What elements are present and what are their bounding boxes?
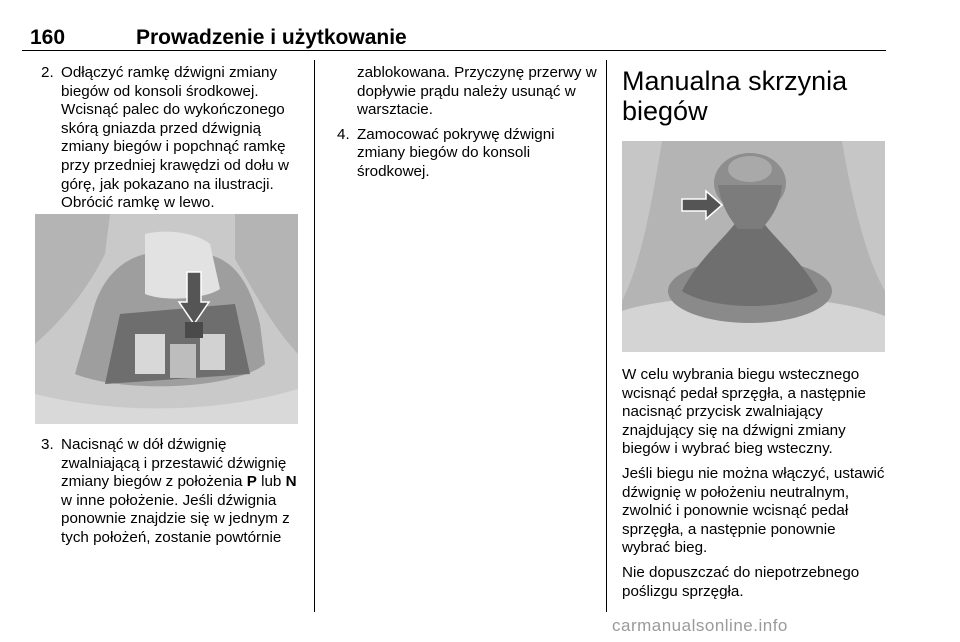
section-title: Manualna skrzynia biegów — [622, 66, 848, 126]
step-2 — [36, 64, 302, 213]
paragraph-reverse-gear: W celu wybrania biegu wstecznego wcisnąć pedał sprzęgła, a następnie nacisnąć przycisk zwalniający znajdujący się na dźwigni zmiany biegów i wybrać bieg wsteczny. — [622, 366, 866, 458]
step-4-number: 4. — [337, 125, 350, 143]
chapter-title: Prowadzenie i użytkowanie — [136, 26, 407, 49]
step-3-number: 3. — [41, 436, 54, 453]
column-3 — [622, 64, 886, 126]
manual-gearbox-illustration — [622, 141, 885, 352]
step-4-text: Zamocować pokrywę dźwigni zmiany biegów do konsoli środkowej. — [357, 125, 555, 180]
column-1 — [36, 64, 302, 213]
step-3-text: Nacisnąć w dół dźwignię zwalniającą i przestawić dźwignię zmiany biegów z położenia P lub N w inne położenie. Jeśli dźwignia ponownie znajdzie się w jednym z tych położeń, zostanie powtórnie — [61, 436, 297, 546]
step-3-continuation: zablokowana. Przyczynę przerwy w dopływie prądu należy usunąć w warsztacie. — [357, 64, 597, 119]
page-header — [22, 26, 886, 52]
gear-frame-illustration — [35, 214, 298, 424]
column-divider-1 — [314, 60, 315, 612]
column-divider-2 — [606, 60, 607, 612]
column-1-lower — [36, 436, 302, 548]
step-3 — [36, 436, 302, 548]
step-4 — [332, 126, 598, 182]
page-number: 160 — [30, 26, 66, 49]
position-n: N — [285, 473, 297, 491]
step-2-text: Odłączyć ramkę dźwigni zmiany biegów od konsoli środkowej. Wcisnąć palec do wykończonego skórą gniazda przed dźwignią zmiany biegów i popchnąć ramkę przy przedniej krawędzi od dołu w górę, jak pokazano na ilustracji. Obrócić ramkę w lewo. — [61, 64, 289, 212]
paragraph-clutch-slip: Nie dopuszczać do niepotrzebnego poślizgu sprzęgła. — [622, 563, 860, 600]
column-2 — [332, 64, 598, 182]
column-3-body — [622, 366, 886, 607]
header-rule — [22, 50, 886, 51]
step-2-number: 2. — [41, 64, 54, 81]
watermark: carmanualsonline.info — [612, 616, 788, 635]
paragraph-gear-not-engaging: Jeśli biegu nie można włączyć, ustawić dźwignię w położeniu neutralnym, zwolnić i ponownie wcisnąć pedał sprzęgła, a następnie ponownie wybrać bieg. — [622, 464, 885, 557]
position-p: P — [246, 473, 257, 491]
